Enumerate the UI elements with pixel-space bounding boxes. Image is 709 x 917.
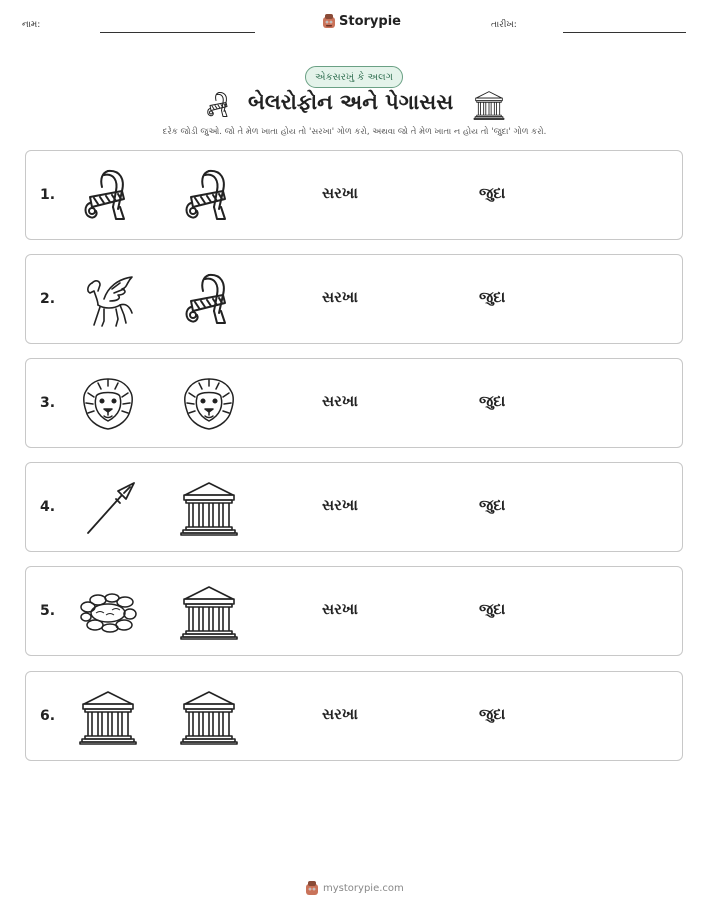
same-option[interactable]: સરખા xyxy=(322,184,358,202)
name-line[interactable] xyxy=(100,32,255,33)
different-option[interactable]: જુદા xyxy=(479,705,506,723)
different-option[interactable]: જુદા xyxy=(479,496,506,514)
different-option[interactable]: જુદા xyxy=(479,184,506,202)
same-option[interactable]: સરખા xyxy=(322,392,358,410)
date-line[interactable] xyxy=(563,32,686,33)
lion-icon xyxy=(78,375,138,433)
row-number: 2. xyxy=(40,291,56,307)
bridle-icon xyxy=(204,88,234,126)
pair-row xyxy=(25,150,683,240)
worksheet-type-badge: એકસરખું કે અલગ xyxy=(305,66,403,88)
bridle-icon xyxy=(78,167,138,225)
temple-icon xyxy=(179,479,239,537)
row-number: 1. xyxy=(40,187,56,203)
lion-icon xyxy=(179,375,239,433)
pair-row xyxy=(25,254,683,344)
date-label: તારીખ: xyxy=(491,20,517,30)
bridle-icon xyxy=(179,271,239,329)
pair-row xyxy=(25,358,683,448)
bridle-icon xyxy=(179,167,239,225)
brand-name: Storypie xyxy=(339,13,401,29)
spring-icon xyxy=(78,583,138,641)
same-option[interactable]: સરખા xyxy=(322,496,358,514)
row-number: 3. xyxy=(40,395,56,411)
row-number: 6. xyxy=(40,708,56,724)
row-number: 4. xyxy=(40,499,56,515)
same-option[interactable]: સરખા xyxy=(322,705,358,723)
temple-icon xyxy=(179,583,239,641)
page-title: બેલરોફોન અને પેગાસસ xyxy=(248,90,454,114)
storypie-mascot-icon xyxy=(305,880,319,896)
pair-row xyxy=(25,671,683,761)
temple-icon xyxy=(473,89,505,125)
footer-url[interactable]: mystorypie.com xyxy=(323,882,404,894)
different-option[interactable]: જુદા xyxy=(479,288,506,306)
brand-logo xyxy=(322,13,401,29)
same-option[interactable]: સરખા xyxy=(322,288,358,306)
name-label: નામ: xyxy=(22,20,41,30)
footer xyxy=(305,880,404,896)
instructions: દરેક જોડી જુઓ. જો તે મેળ ખાતા હોય તો 'સરખા' ગોળ કરો, અથવા જો તે મેળ ખાતા ન હોય તો 'જુદા' ગોળ કરો. xyxy=(162,127,547,137)
spear-icon xyxy=(78,479,138,537)
pegasus-icon xyxy=(78,271,138,329)
different-option[interactable]: જુદા xyxy=(479,392,506,410)
title-row xyxy=(0,88,709,124)
different-option[interactable]: જુદા xyxy=(479,600,506,618)
storypie-mascot-icon xyxy=(322,13,336,29)
pair-row xyxy=(25,566,683,656)
pair-row xyxy=(25,462,683,552)
same-option[interactable]: સરખા xyxy=(322,600,358,618)
row-number: 5. xyxy=(40,603,56,619)
temple-icon xyxy=(78,688,138,746)
temple-icon xyxy=(179,688,239,746)
